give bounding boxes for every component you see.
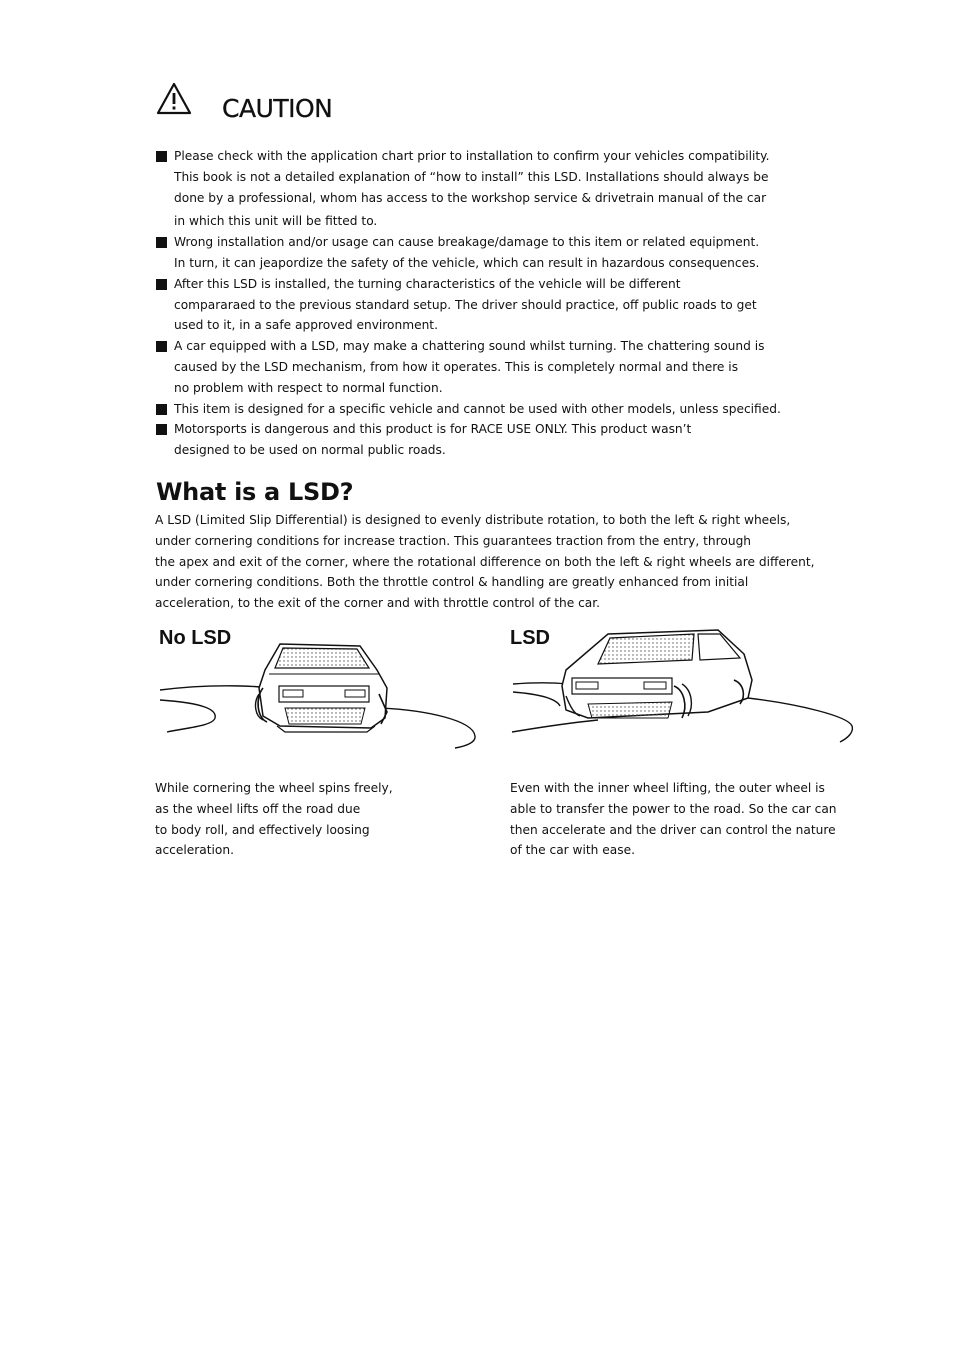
caution-line: A car equipped with a LSD, may make a chattering sound whilst turning. The chattering sound is xyxy=(174,339,765,354)
caption-line: as the wheel lifts off the road due xyxy=(155,801,361,816)
caution-line: caused by the LSD mechanism, from how it operates. This is completely normal and there is xyxy=(174,359,739,374)
no-lsd-car-illustration xyxy=(155,628,485,756)
caution-line: Wrong installation and/or usage can cause breakage/damage to this item or related equipment. xyxy=(174,235,760,250)
caution-item xyxy=(156,232,846,274)
square-bullet-icon xyxy=(156,237,167,248)
no-lsd-label: No LSD xyxy=(159,627,232,649)
caption-line: Even with the inner wheel lifting, the outer wheel is xyxy=(510,781,825,795)
body-line: the apex and exit of the corner, where the rotational difference on both the left & right wheels are different, xyxy=(155,554,815,569)
square-bullet-icon xyxy=(156,404,167,415)
caution-item xyxy=(156,419,846,461)
square-bullet-icon xyxy=(156,341,167,352)
warning-triangle-icon xyxy=(156,82,192,116)
square-bullet-icon xyxy=(156,424,167,435)
caption-line: acceleration. xyxy=(155,843,234,858)
lsd-label: LSD xyxy=(510,627,550,649)
caution-line: no problem with respect to normal function. xyxy=(174,380,443,395)
caution-line: compararaed to the previous standard setup. The driver should practice, off public roads to get xyxy=(174,297,757,312)
caution-line: in which this unit will be fitted to. xyxy=(174,214,378,229)
caution-line: used to it, in a safe approved environment. xyxy=(174,318,438,333)
square-bullet-icon xyxy=(156,151,167,162)
caution-item xyxy=(156,399,846,420)
section-title: What is a LSD? xyxy=(156,478,354,506)
body-line: under cornering conditions. Both the throttle control & handling are greatly enhanced from initial xyxy=(155,575,749,590)
caption-line: then accelerate and the driver can control the nature xyxy=(510,822,836,837)
caution-list xyxy=(156,146,846,461)
caption-line: able to transfer the power to the road. So the car can xyxy=(510,801,837,816)
caution-line: This book is not a detailed explanation of “how to install” this LSD. Installations should always be xyxy=(174,169,769,184)
caution-line: designed to be used on normal public roads. xyxy=(174,443,446,458)
caption-line: of the car with ease. xyxy=(510,843,635,858)
caption-line: to body roll, and effectively loosing xyxy=(155,822,370,837)
caution-item xyxy=(156,274,846,336)
square-bullet-icon xyxy=(156,279,167,290)
caution-line: Motorsports is dangerous and this product is for RACE USE ONLY. This product wasn’t xyxy=(174,422,692,437)
caution-line: Please check with the application chart prior to installation to confirm your vehicles compatibility. xyxy=(174,149,770,163)
body-line: A LSD (Limited Slip Differential) is designed to evenly distribute rotation, to both the left & right wheels, xyxy=(155,513,791,527)
lsd-car-illustration xyxy=(508,626,858,750)
body-line: under cornering conditions for increase traction. This guarantees traction from the entry, through xyxy=(155,533,752,548)
caution-line: After this LSD is installed, the turning characteristics of the vehicle will be different xyxy=(174,276,681,291)
caution-title: CAUTION xyxy=(222,94,333,123)
caution-item xyxy=(156,146,846,232)
caution-line: This item is designed for a specific vehicle and cannot be used with other models, unless specified. xyxy=(174,401,781,416)
caution-line: done by a professional, whom has access to the workshop service & drivetrain manual of the car xyxy=(174,190,767,205)
caution-line: In turn, it can jeapordize the safety of the vehicle, which can result in hazardous consequences. xyxy=(174,255,760,270)
section-body xyxy=(155,510,855,614)
caution-item xyxy=(156,336,846,398)
caption-line: While cornering the wheel spins freely, xyxy=(155,781,393,795)
body-line: acceleration, to the exit of the corner and with throttle control of the car. xyxy=(155,596,601,611)
no-lsd-caption xyxy=(155,778,495,861)
lsd-caption xyxy=(510,778,850,861)
